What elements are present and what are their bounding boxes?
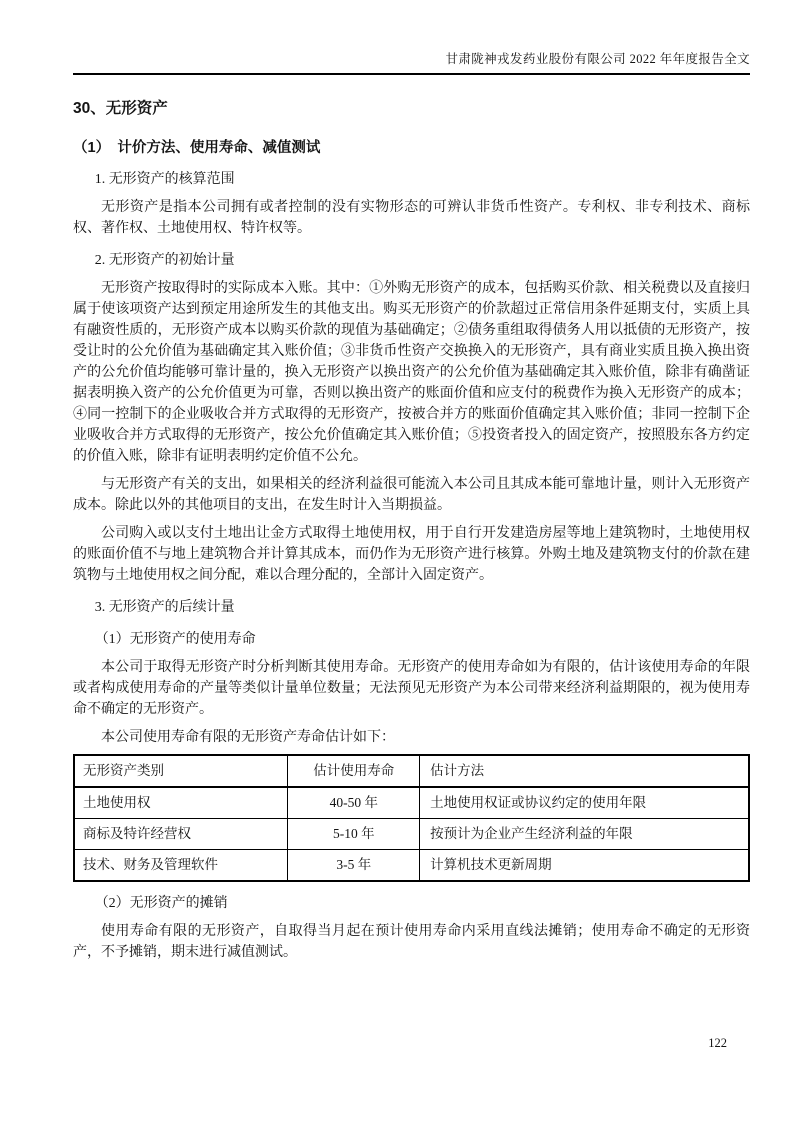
section-title: 30、无形资产	[73, 100, 168, 117]
table-cell: 按预计为企业产生经济利益的年限	[420, 819, 749, 850]
paragraph: 无形资产按取得时的实际成本入账。其中：①外购无形资产的成本，包括购买价款、相关税费以及直接归属于使该项资产达到预定用途所发生的其他支出。购买无形资产的价款超过正常信用条件延期支付，实质上具有融资性质的，无形资产成本以购买价款的现值为基础确定；②债务重组取得债务人用以抵债的无形资产，按受让时的公允价值为基础确定其入账价值；③非货币性资产交换换入的无形资产，具有商业实质且换入换出资产的公允价值均能够可靠计量的，换入无形资产以换出资产的公允价值为基础确定其入账价值，除非有确凿证据表明换入资产的公允价值更为可靠，否则以换出资产的账面价值和应支付的税费作为换入无形资产的成本；④同一控制下的企业吸收合并方式取得的无形资产，按被合并方的账面价值确定其入账价值；非同一控制下企业吸收合并方式取得的无形资产，按公允价值确定其入账价值；⑤投资者投入的固定资产，按照股东各方约定的价值入账，除非有证明表明约定价值不公允。	[73, 281, 750, 464]
table-cell: 5-10 年	[288, 819, 420, 850]
paragraph: 使用寿命有限的无形资产，自取得当月起在预计使用寿命内采用直线法摊销；使用寿命不确定的无形资产，不予摊销，期末进行减值测试。	[73, 924, 750, 960]
table-cell: 土地使用权证或协议约定的使用年限	[420, 787, 749, 819]
subsection-title: （1） 计价方法、使用寿命、减值测试	[73, 140, 321, 156]
table-cell: 40-50 年	[288, 787, 420, 819]
paragraph: 与无形资产有关的支出，如果相关的经济利益很可能流入本公司且其成本能可靠地计量，则计入无形资产成本。除此以外的其他项目的支出，在发生时计入当期损益。	[73, 477, 750, 513]
useful-life-table	[73, 754, 750, 882]
table-cell: 计算机技术更新周期	[420, 850, 749, 882]
list-heading: 3. 无形资产的后续计量	[94, 600, 235, 615]
list-heading: （1）无形资产的使用寿命	[94, 632, 256, 647]
page-number: 122	[708, 1036, 727, 1050]
table-row	[74, 787, 749, 819]
paragraph: 无形资产是指本公司拥有或者控制的没有实物形态的可辨认非货币性资产。专利权、非专利技术、商标权、著作权、土地使用权、特许权等。	[73, 200, 750, 236]
table-row	[74, 819, 749, 850]
table-header-cell: 估计方法	[420, 755, 749, 787]
paragraph: 本公司于取得无形资产时分析判断其使用寿命。无形资产的使用寿命如为有限的，估计该使用寿命的年限或者构成使用寿命的产量等类似计量单位数量；无法预见无形资产为本公司带来经济利益期限的，视为使用寿命不确定的无形资产。	[73, 660, 750, 717]
page-header: 甘肃陇神戎发药业股份有限公司 2022 年年度报告全文	[73, 52, 750, 75]
list-heading: 2. 无形资产的初始计量	[94, 253, 235, 268]
table-cell: 3-5 年	[288, 850, 420, 882]
body-text-lower	[73, 893, 750, 963]
table-cell: 技术、财务及管理软件	[74, 850, 288, 882]
paragraph: 公司购入或以支付土地出让金方式取得土地使用权，用于自行开发建造房屋等地上建筑物时，土地使用权的账面价值不与地上建筑物合并计算其成本，而仍作为无形资产进行核算。外购土地及建筑物支付的价款在建筑物与土地使用权之间分配，难以合理分配的，全部计入固定资产。	[73, 526, 750, 583]
table-header-cell: 无形资产类别	[74, 755, 288, 787]
table-cell: 商标及特许经营权	[74, 819, 288, 850]
paragraph: 本公司使用寿命有限的无形资产寿命估计如下：	[101, 730, 395, 745]
list-heading: （2）无形资产的摊销	[94, 896, 228, 911]
table-cell: 土地使用权	[74, 787, 288, 819]
table-header-cell: 估计使用寿命	[288, 755, 420, 787]
list-heading: 1. 无形资产的核算范围	[94, 172, 235, 187]
body-text-upper	[73, 169, 750, 748]
table-header-row	[74, 755, 749, 787]
table-row	[74, 850, 749, 882]
